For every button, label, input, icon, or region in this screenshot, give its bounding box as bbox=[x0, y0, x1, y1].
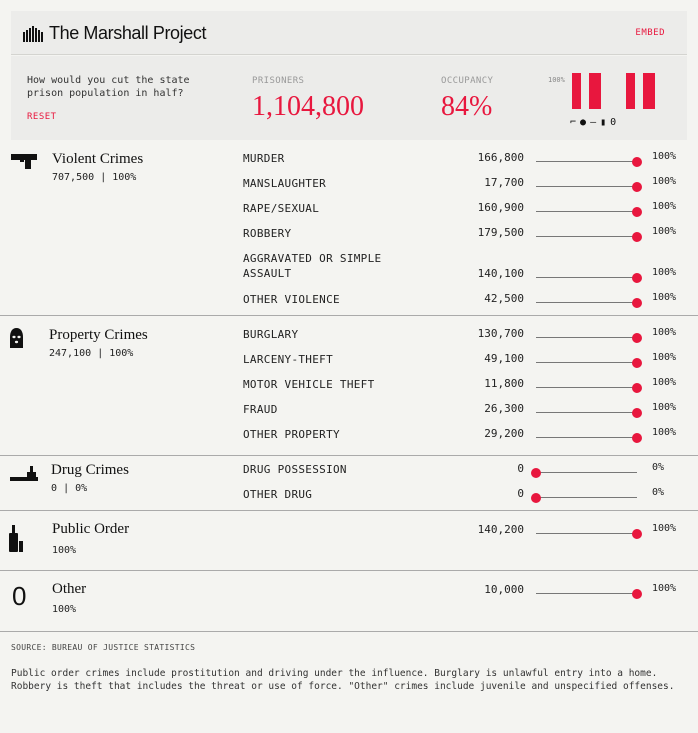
slider-handle[interactable] bbox=[632, 182, 642, 192]
row-label: OTHER VIOLENCE bbox=[243, 293, 340, 306]
category-total: 0 bbox=[51, 483, 58, 494]
row-percent: 100% bbox=[652, 427, 677, 438]
category-summary bbox=[49, 348, 133, 359]
reset-button[interactable]: RESET bbox=[27, 112, 57, 122]
bottle-icon bbox=[9, 525, 23, 552]
slider-handle[interactable] bbox=[632, 383, 642, 393]
footnote: Public order crimes include prostitution and driving under the influence. Burglary is unlawful entry into a home. Robbery is theft that includes the threat or use of force. "Other" crimes include juvenile and unspecified offenses. bbox=[11, 668, 675, 692]
row-label: MANSLAUGHTER bbox=[243, 177, 327, 190]
row-label: OTHER PROPERTY bbox=[243, 428, 340, 441]
mask-icon: ● bbox=[580, 117, 587, 128]
slider-track[interactable] bbox=[536, 412, 637, 413]
row-percent: 100% bbox=[652, 176, 677, 187]
row-percent: 0% bbox=[652, 487, 665, 498]
occupancy-label: OCCUPANCY bbox=[441, 76, 494, 86]
slider-handle[interactable] bbox=[632, 207, 642, 217]
zero-icon: 0 bbox=[12, 581, 27, 611]
group-other bbox=[0, 571, 698, 632]
row-percent: 100% bbox=[652, 201, 677, 212]
row-value: 10,000 bbox=[484, 583, 524, 596]
row-percent: 0% bbox=[652, 462, 665, 473]
gun-icon: ⌐ bbox=[570, 117, 577, 128]
row-percent: 100% bbox=[652, 523, 677, 534]
category-title: Other bbox=[52, 581, 87, 597]
slider-track[interactable] bbox=[536, 186, 637, 187]
category-title: Public Order bbox=[52, 521, 130, 537]
category-title: Drug Crimes bbox=[51, 462, 129, 478]
row-label: BURGLARY bbox=[243, 328, 299, 341]
embed-link[interactable]: EMBED bbox=[635, 28, 665, 38]
bars-logo-icon bbox=[23, 26, 43, 42]
row-value: 29,200 bbox=[484, 427, 524, 440]
syringe-icon: — bbox=[590, 117, 597, 128]
slider-handle[interactable] bbox=[632, 298, 642, 308]
other-count: 0 bbox=[610, 117, 617, 128]
capacity-bar-1 bbox=[572, 73, 581, 109]
category-separator: | bbox=[97, 348, 104, 359]
row-value: 140,200 bbox=[477, 523, 524, 536]
row-label: AGGRAVATED OR SIMPLE ASSAULT bbox=[243, 252, 382, 280]
row-value: 26,300 bbox=[484, 402, 524, 415]
gun-icon bbox=[11, 154, 38, 169]
row-label: ROBBERY bbox=[243, 227, 292, 240]
row-percent: 100% bbox=[652, 377, 677, 388]
row-value: 130,700 bbox=[477, 327, 524, 340]
row-label: DRUG POSSESSION bbox=[243, 463, 347, 476]
category-separator: | bbox=[63, 483, 70, 494]
slider-track[interactable] bbox=[536, 593, 637, 594]
slider-track[interactable] bbox=[536, 533, 637, 534]
row-value: 17,700 bbox=[484, 176, 524, 189]
slider-handle[interactable] bbox=[632, 589, 642, 599]
slider-track[interactable] bbox=[536, 161, 637, 162]
brand-logo[interactable] bbox=[23, 23, 206, 44]
prisoners-label: PRISONERS bbox=[252, 76, 305, 86]
row-percent: 100% bbox=[652, 402, 677, 413]
row-value: 179,500 bbox=[477, 226, 524, 239]
source-note: SOURCE: BUREAU OF JUSTICE STATISTICS bbox=[11, 643, 196, 652]
row-percent: 100% bbox=[652, 327, 677, 338]
category-percent: 100% bbox=[52, 604, 77, 615]
category-title: Property Crimes bbox=[49, 327, 148, 343]
header-bar bbox=[11, 11, 687, 55]
row-label: MURDER bbox=[243, 152, 285, 165]
row-label: MOTOR VEHICLE THEFT bbox=[243, 378, 375, 391]
slider-track[interactable] bbox=[536, 362, 637, 363]
prisoners-value: 1,104,800 bbox=[252, 91, 364, 122]
bottle-icon: ▮ bbox=[600, 117, 607, 128]
slider-handle[interactable] bbox=[632, 529, 642, 539]
question-text: How would you cut the state prison population in half? bbox=[27, 75, 190, 99]
row-label: OTHER DRUG bbox=[243, 488, 313, 501]
row-value: 49,100 bbox=[484, 352, 524, 365]
ski-mask-icon bbox=[10, 328, 23, 348]
row-value: 166,800 bbox=[477, 151, 524, 164]
slider-handle[interactable] bbox=[531, 493, 541, 503]
slider-handle[interactable] bbox=[632, 433, 642, 443]
slider-track[interactable] bbox=[536, 302, 637, 303]
slider-handle[interactable] bbox=[632, 333, 642, 343]
row-percent: 100% bbox=[652, 583, 677, 594]
category-percent: 100% bbox=[52, 545, 77, 556]
slider-handle[interactable] bbox=[632, 232, 642, 242]
slider-handle[interactable] bbox=[531, 468, 541, 478]
category-percent: 100% bbox=[109, 348, 134, 359]
category-summary bbox=[51, 483, 87, 494]
row-label: RAPE/SEXUAL bbox=[243, 202, 320, 215]
slider-track[interactable] bbox=[536, 277, 637, 278]
group-public-order bbox=[0, 511, 698, 571]
category-percent: 100% bbox=[112, 172, 137, 183]
syringe-icon bbox=[10, 466, 40, 482]
category-total: 247,100 bbox=[49, 348, 92, 359]
category-icons-row bbox=[570, 117, 616, 128]
row-label: FRAUD bbox=[243, 403, 278, 416]
row-value: 160,900 bbox=[477, 201, 524, 214]
category-separator: | bbox=[100, 172, 107, 183]
row-label: LARCENY-THEFT bbox=[243, 353, 333, 366]
slider-track[interactable] bbox=[536, 472, 637, 473]
capacity-bar-4 bbox=[643, 73, 655, 109]
brand-name: The Marshall Project bbox=[49, 23, 207, 43]
category-total: 707,500 bbox=[52, 172, 95, 183]
summary-panel bbox=[11, 56, 687, 140]
category-percent: 0% bbox=[75, 483, 88, 494]
row-value: 42,500 bbox=[484, 292, 524, 305]
capacity-bar-3 bbox=[626, 73, 635, 109]
row-percent: 100% bbox=[652, 352, 677, 363]
row-percent: 100% bbox=[652, 226, 677, 237]
slider-track[interactable] bbox=[536, 387, 637, 388]
row-value: 140,100 bbox=[477, 267, 524, 280]
row-value: 0 bbox=[517, 487, 524, 500]
row-percent: 100% bbox=[652, 292, 677, 303]
slider-track[interactable] bbox=[536, 236, 637, 237]
row-value: 0 bbox=[517, 462, 524, 475]
slider-handle[interactable] bbox=[632, 408, 642, 418]
slider-track[interactable] bbox=[536, 337, 637, 338]
capacity-bar-2 bbox=[589, 73, 601, 109]
row-value: 11,800 bbox=[484, 377, 524, 390]
slider-handle[interactable] bbox=[632, 157, 642, 167]
capacity-label: 100% bbox=[548, 76, 565, 84]
row-percent: 100% bbox=[652, 267, 677, 278]
slider-handle[interactable] bbox=[632, 358, 642, 368]
slider-track[interactable] bbox=[536, 497, 637, 498]
occupancy-value: 84% bbox=[441, 91, 493, 122]
slider-track[interactable] bbox=[536, 437, 637, 438]
category-summary bbox=[52, 172, 136, 183]
row-percent: 100% bbox=[652, 151, 677, 162]
slider-track[interactable] bbox=[536, 211, 637, 212]
slider-handle[interactable] bbox=[632, 273, 642, 283]
category-title: Violent Crimes bbox=[52, 151, 144, 167]
